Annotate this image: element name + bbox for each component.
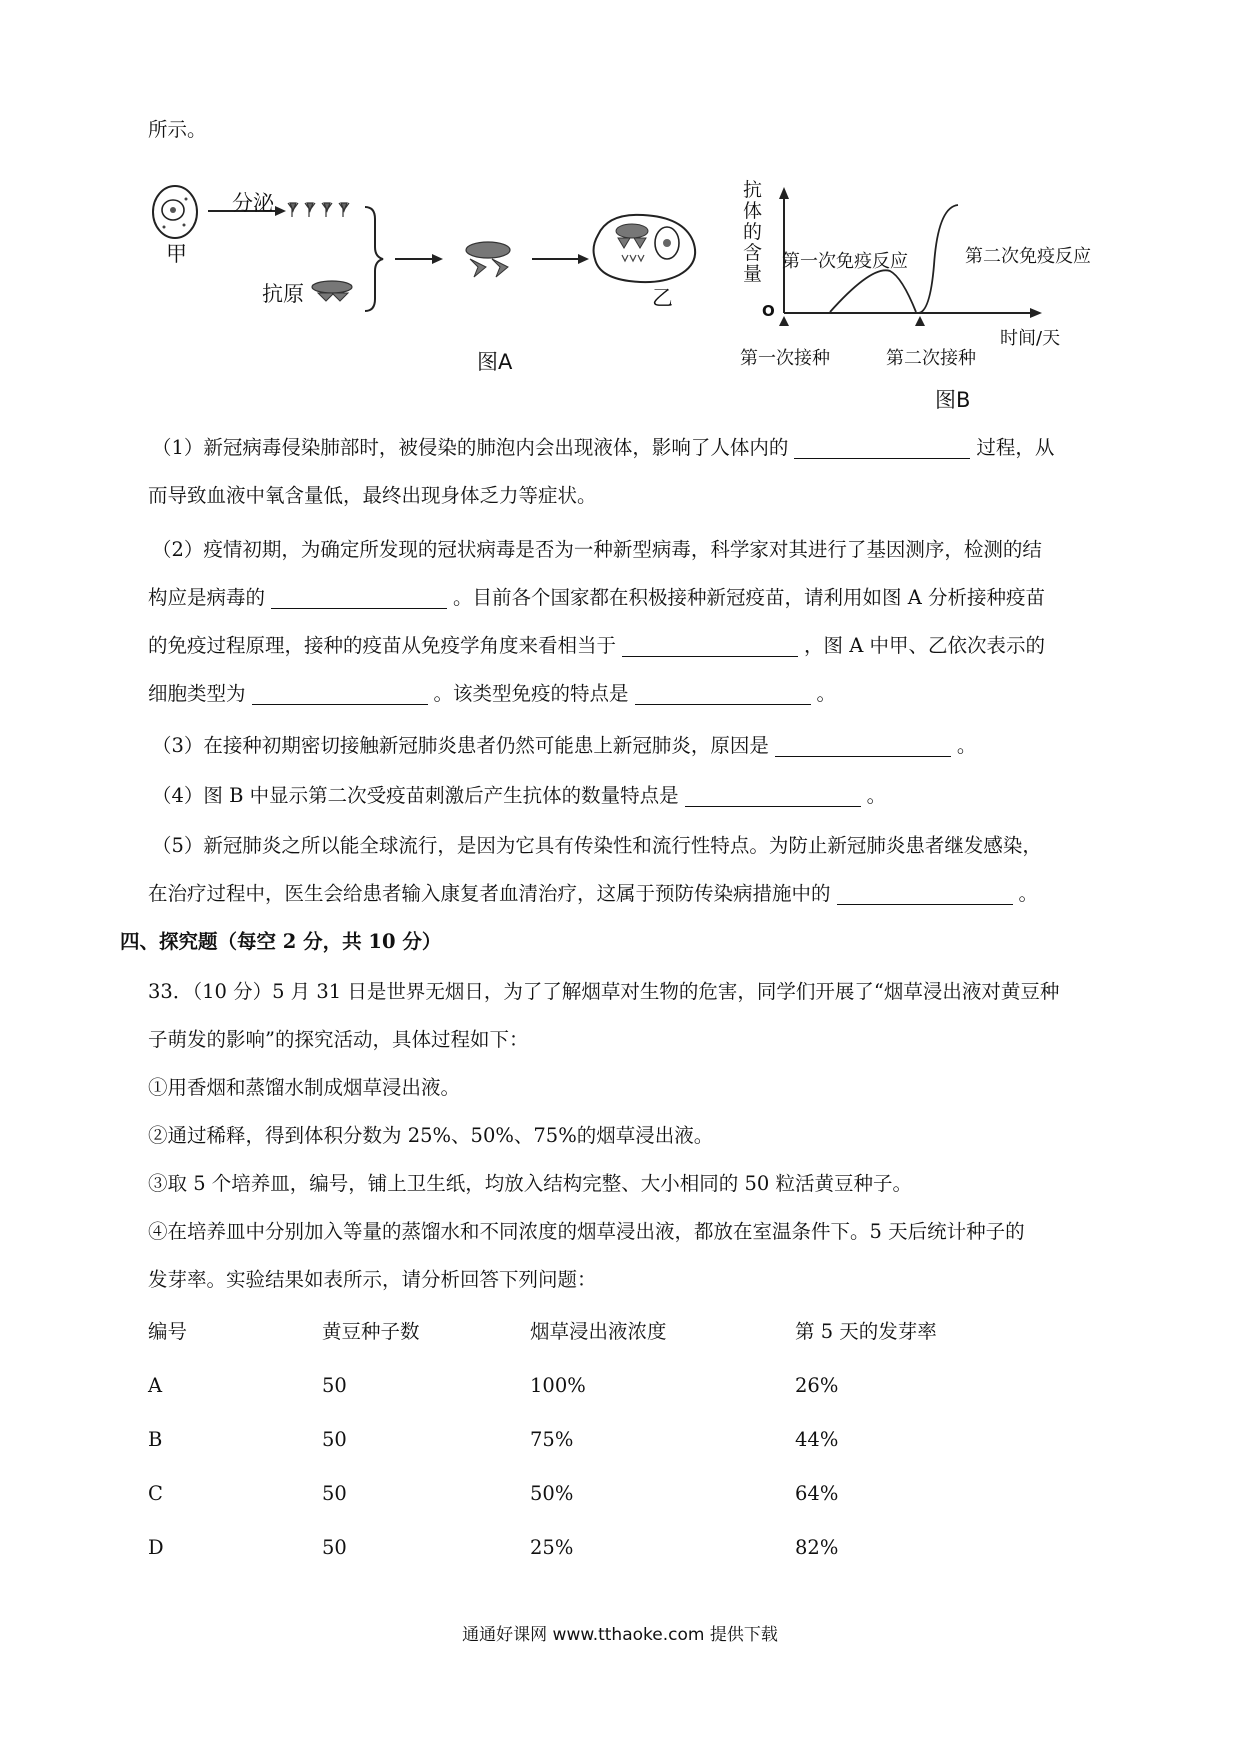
- vaccination-arrows: [775, 316, 935, 336]
- q5-text-b: 。: [1018, 882, 1039, 905]
- table-header-cell: 编号: [148, 1320, 188, 1343]
- q1-answer-blank[interactable]: [794, 438, 970, 459]
- table-cell: 50: [322, 1482, 347, 1505]
- figure-a-diagram: [140, 175, 700, 355]
- table-cell: 25%: [530, 1536, 574, 1559]
- q3-line: [152, 736, 976, 757]
- table-cell: 100%: [530, 1374, 586, 1397]
- q5-answer-blank[interactable]: [837, 884, 1013, 905]
- q2-line2: [148, 588, 1045, 609]
- intro-tail: 所示。: [148, 118, 207, 141]
- q2-line3: [148, 636, 1045, 657]
- q4-text-b: 。: [866, 784, 887, 807]
- table-cell: 26%: [795, 1374, 839, 1397]
- q3-text-b: 。: [956, 734, 977, 757]
- q2-line1: （2）疫情初期，为确定所发现的冠状病毒是否为一种新型病毒，科学家对其进行了基因测序，检测的结: [152, 538, 1042, 561]
- q1-line1: [152, 438, 1054, 459]
- cell-yi-icon: [594, 215, 696, 282]
- figure-b-origin: O: [762, 302, 775, 320]
- q5-text-a: 在治疗过程中，医生会给患者输入康复者血清治疗，这属于预防传染病措施中的: [148, 882, 831, 905]
- q2-answer-blank-1[interactable]: [271, 588, 447, 609]
- antibody-icons: [288, 203, 349, 217]
- table-cell: C: [148, 1482, 163, 1505]
- antigen-antibody-complex-icon: [466, 242, 510, 277]
- secrete-arrow-icon: [275, 206, 286, 216]
- cell-jia-icon: [153, 186, 197, 238]
- ylabel-char: 的: [743, 221, 763, 243]
- table-header-cell: 黄豆种子数: [322, 1320, 420, 1343]
- figure-b-xlabel: 时间/天: [1000, 328, 1061, 349]
- table-header-cell: 第 5 天的发芽率: [795, 1320, 937, 1343]
- figure-a-caption: 图A: [477, 350, 513, 374]
- ylabel-char: 体: [743, 200, 763, 222]
- first-vaccination-label: 第一次接种: [740, 348, 830, 369]
- table-cell: D: [148, 1536, 164, 1559]
- q33-line2: 子萌发的影响”的探究活动，具体过程如下：: [148, 1028, 529, 1051]
- q2-text-e: 细胞类型为: [148, 682, 246, 705]
- q2-answer-blank-4[interactable]: [635, 684, 811, 705]
- q33-step1: ①用香烟和蒸馏水制成烟草浸出液。: [148, 1076, 461, 1099]
- q4-line: [152, 786, 886, 807]
- q2-text-d: ，图 A 中甲、乙依次表示的: [804, 634, 1045, 657]
- q33-line1: 33．（10 分）5 月 31 日是世界无烟日，为了了解烟草对生物的危害，同学们开展了“烟草浸出液对黄豆种: [148, 980, 1060, 1003]
- antigen-icon: [312, 281, 352, 301]
- q1-text-b: 过程，从: [976, 436, 1055, 459]
- q2-answer-blank-3[interactable]: [252, 684, 428, 705]
- table-cell: 44%: [795, 1428, 839, 1451]
- q2-text-f: 。该类型免疫的特点是: [433, 682, 629, 705]
- q2-line4: [148, 684, 836, 705]
- second-vaccination-label: 第二次接种: [886, 348, 976, 369]
- q33-step4-line2: 发芽率。实验结果如表所示，请分析回答下列问题：: [148, 1268, 597, 1291]
- q1-line2: 而导致血液中氧含量低，最终出现身体乏力等症状。: [148, 484, 597, 507]
- q2-text-c: 的免疫过程原理，接种的疫苗从免疫学角度来看相当于: [148, 634, 617, 657]
- second-response-label: 第二次免疫反应: [965, 246, 1091, 267]
- figure-b-caption: 图B: [935, 388, 971, 412]
- q5-line1: （5）新冠肺炎之所以能全球流行，是因为它具有传染性和流行性特点。为防止新冠肺炎患者继发感染，: [152, 834, 1042, 857]
- table-cell: 50: [322, 1374, 347, 1397]
- q2-answer-blank-2[interactable]: [622, 636, 798, 657]
- label-jia: 甲: [166, 242, 187, 266]
- table-cell: 50: [322, 1536, 347, 1559]
- q2-text-g: 。: [816, 682, 837, 705]
- q4-answer-blank[interactable]: [685, 786, 861, 807]
- table-cell: B: [148, 1428, 163, 1451]
- q3-text-a: （3）在接种初期密切接触新冠肺炎患者仍然可能患上新冠肺炎，原因是: [152, 734, 769, 757]
- q3-answer-blank[interactable]: [775, 736, 951, 757]
- q2-text-a: 构应是病毒的: [148, 586, 266, 609]
- ylabel-char: 含: [743, 242, 763, 264]
- table-header-cell: 烟草浸出液浓度: [530, 1320, 667, 1343]
- table-cell: 82%: [795, 1536, 839, 1559]
- page-footer: 通通好课网 www.tthaoke.com 提供下载: [462, 1625, 778, 1645]
- q33-step2: ②通过稀释，得到体积分数为 25%、50%、75%的烟草浸出液。: [148, 1124, 714, 1147]
- q5-line2: [148, 884, 1038, 905]
- table-cell: 64%: [795, 1482, 839, 1505]
- label-yi: 乙: [652, 286, 673, 310]
- ylabel-char: 量: [743, 263, 763, 285]
- brace-icon: [365, 207, 383, 311]
- table-cell: 75%: [530, 1428, 574, 1451]
- ylabel-char: 抗: [743, 179, 763, 201]
- table-cell: 50%: [530, 1482, 574, 1505]
- first-response-label: 第一次免疫反应: [782, 251, 908, 272]
- table-cell: 50: [322, 1428, 347, 1451]
- q4-text-a: （4）图 B 中显示第二次受疫苗刺激后产生抗体的数量特点是: [152, 784, 679, 807]
- q33-step3: ③取 5 个培养皿，编号，铺上卫生纸，均放入结构完整、大小相同的 50 粒活黄豆种子。: [148, 1172, 913, 1195]
- section-4-heading: 四、探究题（每空 2 分，共 10 分）: [120, 930, 442, 953]
- q33-step4-line1: ④在培养皿中分别加入等量的蒸馏水和不同浓度的烟草浸出液，都放在室温条件下。5 天后统计种子的: [148, 1220, 1025, 1243]
- label-secrete: 分泌: [232, 191, 274, 215]
- figure-b-ylabel: [743, 180, 765, 285]
- table-cell: A: [148, 1374, 163, 1397]
- q2-text-b: 。目前各个国家都在积极接种新冠疫苗，请利用如图 A 分析接种疫苗: [453, 586, 1045, 609]
- q1-text-a: （1）新冠病毒侵染肺部时，被侵染的肺泡内会出现液体，影响了人体内的: [152, 436, 789, 459]
- label-antigen: 抗原: [262, 282, 304, 306]
